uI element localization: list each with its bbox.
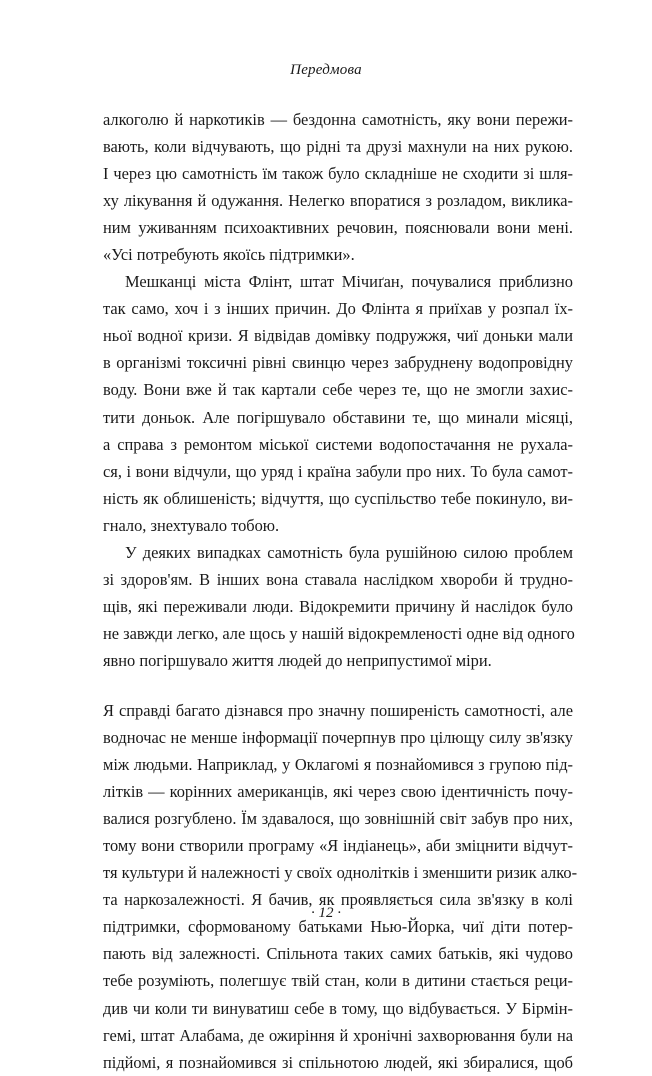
text-line: ним уживанням психоактивних речовин, пояснювали вони мені. [103, 218, 573, 238]
text-line: в організмі токсичні рівні свинцю через забруднену водопровідну [103, 353, 573, 373]
text-line: У деяких випадках самотність була рушійною силою проблем [125, 542, 573, 562]
text-line: тебе розуміють, полегшує твій стан, коли в дитини стається реци- [103, 971, 573, 991]
body-text [103, 106, 578, 1076]
section-break [103, 674, 573, 697]
text-line: водночас не менше інформації почерпнув про цілющу силу зв'язку [103, 728, 573, 748]
text-line: зі здоров'ям. В інших вона ставала наслідком хвороби й трудно- [103, 569, 573, 589]
text-line: гемі, штат Алабама, де ожиріння й хронічні захворювання були на [103, 1025, 573, 1045]
text-line: див чи коли ти винуватиш себе в тому, що відбувається. У Бірмін- [103, 998, 573, 1018]
text-line: а справа з ремонтом міської системи водопостачання не рухала- [103, 434, 573, 454]
text-line: так само, хоч і з інших причин. До Флінта я приїхав у розпал їх- [103, 299, 573, 319]
text-line: гнало, знехтувало тобою. [103, 515, 280, 535]
text-line: І через цю самотність їм також було складніше не сходити зі шля- [103, 164, 573, 184]
text-line: вають, коли відчувають, що рідні та друзі махнули на них рукою. [103, 137, 573, 157]
text-line: «Усі потребують якоїсь підтримки». [103, 245, 355, 265]
text-line: тому вони створили програму «Я індіанець», аби зміцнити відчут- [103, 836, 573, 856]
text-line: та наркозалежності. Я бачив, як проявляється сила зв'язку в колі [103, 890, 573, 910]
paragraph-4 [103, 697, 578, 1076]
text-line: тити доньок. Але погіршувало обставини те, що минали місяці, [103, 407, 573, 427]
text-line: ність як облишеність; відчуття, що суспільство тебе покинуло, ви- [103, 488, 573, 508]
text-line: ху лікування й одужання. Нелегко впоратися з розладом, виклика- [103, 191, 573, 211]
text-line: ньої водної кризи. Я відвідав домівку подружжя, чиї доньки мали [103, 326, 573, 346]
text-line: явно погіршувало життя людей до неприпустимої міри. [103, 650, 492, 670]
text-line: пають від залежності. Спільнота таких самих батьків, які чудово [103, 944, 573, 964]
running-head: Передмова [290, 62, 362, 78]
text-line: ся, і вони відчули, що уряд і країна забули про них. То була самот- [103, 461, 573, 481]
text-line: щів, які переживали люди. Відокремити причину й наслідок було [103, 596, 573, 616]
text-line: Я справді багато дізнався про значну поширеність самотності, але [103, 700, 573, 720]
paragraph-3 [103, 539, 573, 674]
text-line: Мешканці міста Флінт, штат Мічиґан, почувалися приблизно [125, 272, 573, 292]
paragraph-2 [103, 268, 573, 538]
text-line: підтримки, сформованому батьками Нью-Йорка, чиї діти потер- [103, 917, 573, 937]
text-line: алкоголю й наркотиків — бездонна самотність, яку вони пережи- [103, 110, 573, 129]
paragraph-1 [103, 106, 573, 268]
text-line: літків — корінних американців, які через свою ідентичність почу- [103, 782, 573, 802]
text-line: не завжди легко, але щось у нашій відокремленості одне від одного [103, 623, 575, 643]
text-line: підйомі, я познайомився зі спільнотою людей, які збиралися, щоб [103, 1052, 573, 1072]
text-line: воду. Вони вже й так картали себе через те, що не змогли захис- [103, 380, 573, 400]
text-line: між людьми. Наприклад, у Оклагомі я познайомився з групою під- [103, 755, 573, 775]
page-number: · 12 · [311, 905, 341, 921]
text-line: валися розгублено. Їм здавалося, що зовнішній світ забув про них, [103, 809, 573, 829]
text-line: тя культури й належності у своїх однолітків і зменшити ризик алко- [103, 863, 578, 883]
